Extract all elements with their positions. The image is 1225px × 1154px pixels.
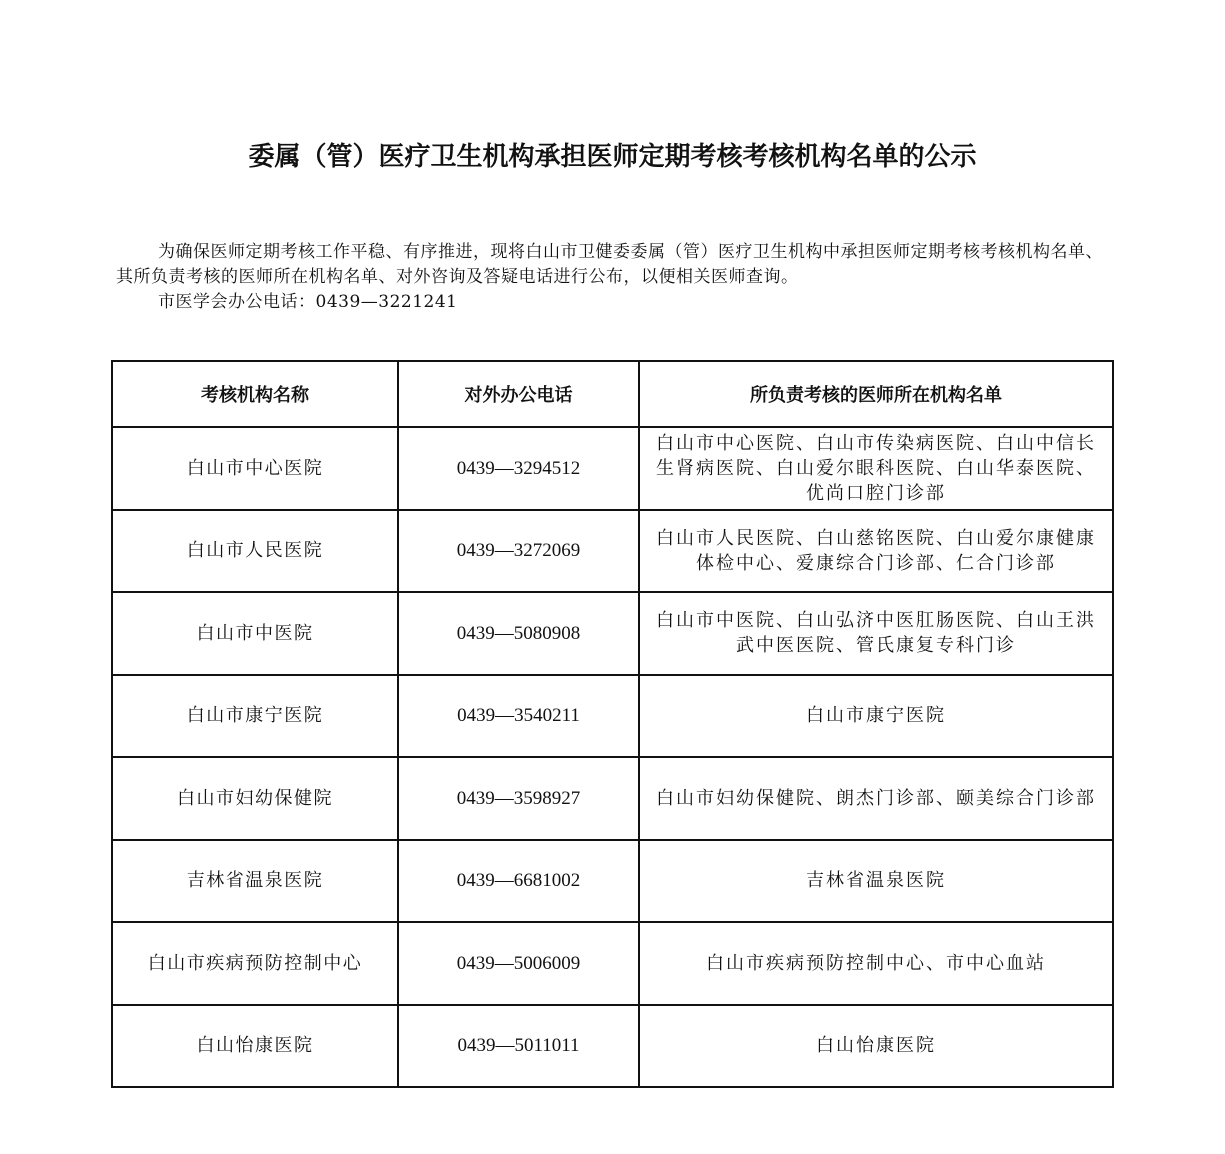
table-row <box>112 510 1113 593</box>
phone-cell: 0439—3294512 <box>398 427 639 510</box>
table-header-row <box>112 361 1113 427</box>
table-row <box>112 757 1113 840</box>
intro-section <box>116 240 1110 315</box>
institution-name-cell: 吉林省温泉医院 <box>112 840 398 923</box>
table-row <box>112 1005 1113 1088</box>
institution-name-cell: 白山市人民医院 <box>112 510 398 593</box>
phone-cell: 0439—5011011 <box>398 1005 639 1088</box>
assessed-institutions-cell: 白山市妇幼保健院、朗杰门诊部、颐美综合门诊部 <box>639 757 1113 840</box>
institution-name-cell: 白山市康宁医院 <box>112 675 398 758</box>
institution-table <box>111 360 1114 1088</box>
assessed-institutions-cell: 吉林省温泉医院 <box>639 840 1113 923</box>
institution-name-cell: 白山怡康医院 <box>112 1005 398 1088</box>
page-title: 委属（管）医疗卫生机构承担医师定期考核考核机构名单的公示 <box>248 142 977 172</box>
header-institution-name: 考核机构名称 <box>112 361 398 427</box>
header-assessed-institutions: 所负责考核的医师所在机构名单 <box>639 361 1113 427</box>
institution-name-cell: 白山市妇幼保健院 <box>112 757 398 840</box>
institution-name-cell: 白山市中医院 <box>112 592 398 675</box>
phone-cell: 0439—5080908 <box>398 592 639 675</box>
table-row <box>112 592 1113 675</box>
assessed-institutions-cell: 白山市人民医院、白山慈铭医院、白山爱尔康健康体检中心、爱康综合门诊部、仁合门诊部 <box>639 510 1113 593</box>
phone-cell: 0439—3272069 <box>398 510 639 593</box>
assessed-institutions-cell: 白山市康宁医院 <box>639 675 1113 758</box>
table-row <box>112 922 1113 1005</box>
assessed-institutions-cell: 白山市中医院、白山弘济中医肛肠医院、白山王洪武中医医院、管氏康复专科门诊 <box>639 592 1113 675</box>
table-row <box>112 840 1113 923</box>
table-row <box>112 427 1113 510</box>
header-office-phone: 对外办公电话 <box>398 361 639 427</box>
assessed-institutions-cell: 白山市疾病预防控制中心、市中心血站 <box>639 922 1113 1005</box>
table-row <box>112 675 1113 758</box>
phone-cell: 0439—3540211 <box>398 675 639 758</box>
assessed-institutions-cell: 白山怡康医院 <box>639 1005 1113 1088</box>
assessed-institutions-cell: 白山市中心医院、白山市传染病医院、白山中信长生肾病医院、白山爱尔眼科医院、白山华泰医院、优尚口腔门诊部 <box>639 427 1113 510</box>
phone-cell: 0439—6681002 <box>398 840 639 923</box>
institution-name-cell: 白山市疾病预防控制中心 <box>112 922 398 1005</box>
office-phone-line: 市医学会办公电话：0439—3221241 <box>158 292 458 312</box>
intro-paragraph: 为确保医师定期考核工作平稳、有序推进，现将白山市卫健委委属（管）医疗卫生机构中承担医师定期考核考核机构名单、其所负责考核的医师所在机构名单、对外咨询及答疑电话进行公布，以便相关医师查询。 <box>116 242 1103 287</box>
phone-cell: 0439—3598927 <box>398 757 639 840</box>
phone-cell: 0439—5006009 <box>398 922 639 1005</box>
institution-name-cell: 白山市中心医院 <box>112 427 398 510</box>
